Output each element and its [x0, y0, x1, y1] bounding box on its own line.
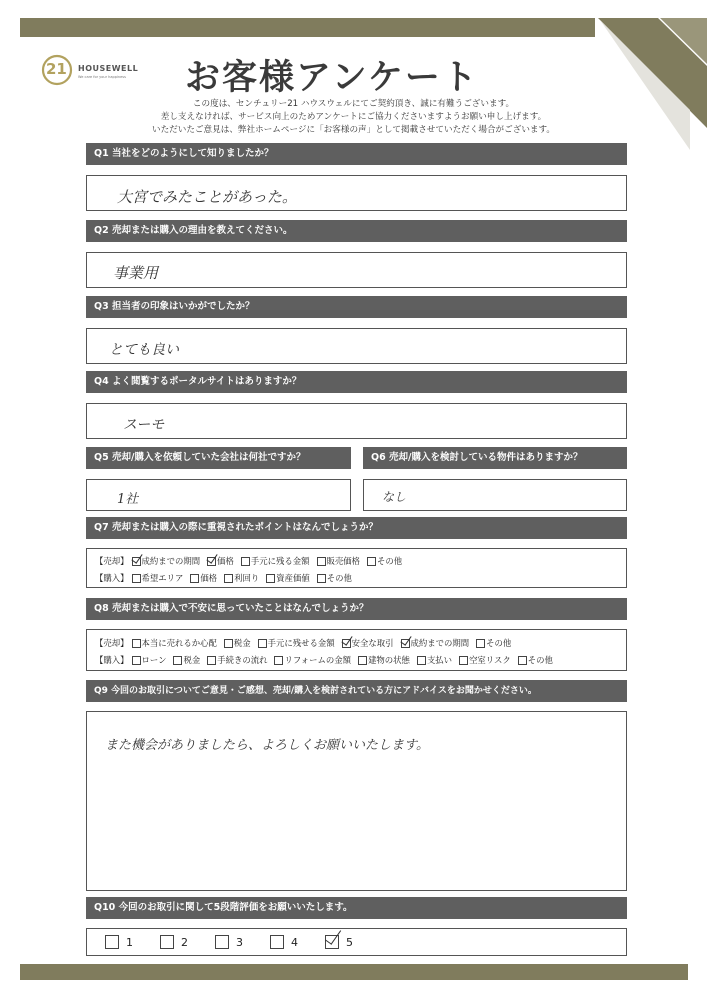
option-label: 本当に売れるか心配: [141, 638, 217, 648]
option-label: ローン: [141, 655, 167, 665]
intro-line: この度は、センチュリー21 ハウスウェルにてご契約頂き、誠に有難うございます。: [192, 99, 515, 109]
q2-answer: 事業用: [113, 264, 159, 282]
checkbox-checked-icon[interactable]: [342, 639, 351, 648]
checkbox-icon[interactable]: [224, 639, 233, 648]
q1-answer-box[interactable]: [86, 175, 627, 211]
rating-label: 5: [346, 935, 353, 949]
intro-line: いただいたご意見は、弊社ホームページに「お客様の声」として掲載させていただく場合がございます。: [151, 125, 556, 135]
top-band: [20, 18, 595, 37]
q2-question: Q2 売却または購入の理由を教えてください。: [86, 220, 627, 242]
checkbox-icon[interactable]: [241, 557, 250, 566]
checkbox-icon[interactable]: [367, 557, 376, 566]
rating-option-1[interactable]: [105, 935, 133, 949]
q1-answer: 大宮でみたことがあった。: [117, 188, 297, 206]
company-logo: [40, 53, 150, 93]
rating-label: 4: [291, 935, 298, 949]
option-label: その他: [527, 655, 553, 665]
q8-buy-row: [95, 654, 560, 666]
option-label: 利回り: [234, 573, 260, 583]
q7-sell-option[interactable]: [317, 555, 361, 567]
q8-buy-option[interactable]: [132, 654, 167, 666]
q8-options-box: [86, 629, 627, 671]
checkbox-icon[interactable]: [266, 574, 275, 583]
page-title: お客様アンケート: [185, 58, 479, 98]
q8-sell-option[interactable]: [476, 637, 511, 649]
q7-sell-option[interactable]: [367, 555, 402, 567]
q8-sell-option[interactable]: [342, 637, 394, 649]
option-label: 価格: [200, 573, 218, 583]
option-label: その他: [377, 556, 403, 566]
checkbox-checked-icon[interactable]: [207, 557, 216, 566]
option-label: 建物の状態: [368, 655, 410, 665]
q1-question: Q1 当社をどのようにして知りましたか？: [86, 143, 627, 165]
q7-buy-option[interactable]: [190, 572, 217, 584]
q8-sell-label: 【売却】: [95, 638, 129, 648]
rating-option-3[interactable]: [215, 935, 243, 949]
bottom-band: [20, 964, 688, 980]
option-label: 資産価値: [276, 573, 310, 583]
rating-option-5[interactable]: [325, 935, 353, 949]
q7-buy-option[interactable]: [266, 572, 310, 584]
q7-buy-option[interactable]: [224, 572, 259, 584]
q8-buy-option[interactable]: [358, 654, 410, 666]
q4-answer-box[interactable]: [86, 403, 627, 439]
checkbox-icon[interactable]: [105, 935, 119, 949]
q8-buy-option[interactable]: [274, 654, 351, 666]
checkbox-icon[interactable]: [173, 656, 182, 665]
logo-tagline: We care for your happiness: [78, 75, 126, 79]
q7-sell-option[interactable]: [241, 555, 310, 567]
option-label: 希望エリア: [141, 573, 184, 583]
checkbox-checked-icon[interactable]: [401, 639, 410, 648]
q10-question: Q10 今回のお取引に関して5段階評価をお願いいたします。: [86, 897, 627, 919]
q8-sell-option[interactable]: [258, 637, 335, 649]
checkbox-icon[interactable]: [207, 656, 216, 665]
q6-answer-box[interactable]: [363, 479, 627, 511]
q8-buy-option[interactable]: [207, 654, 267, 666]
q5-answer-box[interactable]: [86, 479, 351, 511]
q8-sell-option[interactable]: [132, 637, 217, 649]
rating-option-2[interactable]: [160, 935, 188, 949]
q8-sell-option[interactable]: [224, 637, 251, 649]
q7-sell-row: [95, 555, 409, 567]
checkbox-icon[interactable]: [459, 656, 468, 665]
option-label: 価格: [217, 556, 234, 566]
q4-answer: スーモ: [123, 417, 165, 433]
q7-sell-label: 【売却】: [95, 556, 129, 566]
checkbox-icon[interactable]: [224, 574, 233, 583]
checkbox-icon[interactable]: [518, 656, 527, 665]
q9-answer: また機会がありましたら、よろしくお願いいたします。: [105, 738, 429, 753]
rating-label: 2: [181, 935, 188, 949]
option-label: 税金: [183, 655, 201, 665]
q3-question: Q3 担当者の印象はいかがでしたか？: [86, 296, 627, 318]
option-label: リフォームの金額: [284, 655, 352, 665]
option-label: 支払い: [426, 655, 453, 665]
option-label: 手元に残る金額: [250, 556, 310, 566]
option-label: 成約までの期間: [410, 638, 470, 648]
checkbox-icon[interactable]: [132, 639, 141, 648]
rating-label: 3: [236, 935, 243, 949]
checkbox-icon[interactable]: [476, 639, 485, 648]
q8-buy-option[interactable]: [459, 654, 511, 666]
option-label: その他: [486, 638, 512, 648]
rating-label: 1: [126, 935, 133, 949]
checkbox-icon[interactable]: [417, 656, 426, 665]
option-label: 成約までの期間: [141, 556, 201, 566]
rating-option-4[interactable]: [270, 935, 298, 949]
checkbox-icon[interactable]: [317, 557, 326, 566]
q6-answer: なし: [382, 490, 407, 504]
intro-text: [0, 98, 707, 137]
option-label: 空室リスク: [469, 655, 511, 665]
q7-sell-option[interactable]: [132, 555, 201, 567]
option-label: その他: [326, 573, 352, 583]
q9-answer-box[interactable]: [86, 711, 627, 891]
q7-sell-option[interactable]: [207, 555, 234, 567]
q7-options-box: [86, 548, 627, 588]
option-label: 税金: [233, 638, 251, 648]
option-label: 安全な取引: [351, 638, 394, 648]
checkbox-icon[interactable]: [132, 656, 141, 665]
intro-line: 差し支えなければ、サービス向上のためアンケートにご協力くださいますようお願い申し上げます。: [160, 112, 547, 122]
q8-buy-option[interactable]: [518, 654, 553, 666]
option-label: 手続きの流れ: [217, 655, 268, 665]
q8-sell-option[interactable]: [401, 637, 470, 649]
checkbox-icon[interactable]: [132, 574, 141, 583]
q4-question: Q4 よく閲覧するポータルサイトはありますか？: [86, 371, 627, 393]
q10-rating-box: [86, 928, 627, 956]
checkbox-icon[interactable]: [270, 935, 284, 949]
checkbox-icon[interactable]: [215, 935, 229, 949]
logo-number: 21: [46, 60, 67, 78]
q8-buy-option[interactable]: [417, 654, 452, 666]
q3-answer-box[interactable]: [86, 328, 627, 364]
q7-question: Q7 売却または購入の際に重視されたポイントはなんでしょうか？: [86, 517, 627, 539]
checkbox-icon[interactable]: [358, 656, 367, 665]
q3-answer: とても良い: [109, 342, 179, 358]
option-label: 販売価格: [326, 556, 360, 566]
q8-question: Q8 売却または購入で不安に思っていたことはなんでしょうか？: [86, 598, 627, 620]
q5-answer: 1社: [117, 492, 139, 507]
checkbox-icon[interactable]: [190, 574, 199, 583]
q7-buy-option[interactable]: [132, 572, 184, 584]
checkbox-icon[interactable]: [258, 639, 267, 648]
checkbox-checked-icon[interactable]: [132, 557, 141, 566]
checkbox-icon[interactable]: [160, 935, 174, 949]
checkbox-checked-icon[interactable]: [325, 935, 339, 949]
q8-buy-option[interactable]: [173, 654, 200, 666]
q8-sell-row: [95, 637, 518, 649]
checkbox-icon[interactable]: [317, 574, 326, 583]
q6-question: Q6 売却/購入を検討している物件はありますか？: [363, 447, 627, 469]
logo-brand: HOUSEWELL: [78, 64, 139, 73]
q7-buy-label: 【購入】: [95, 573, 129, 583]
q7-buy-row: [95, 572, 359, 584]
q2-answer-box[interactable]: [86, 252, 627, 288]
q8-buy-label: 【購入】: [95, 655, 129, 665]
option-label: 手元に残せる金額: [267, 638, 335, 648]
rating-options: [105, 935, 380, 949]
checkbox-icon[interactable]: [274, 656, 283, 665]
q7-buy-option[interactable]: [317, 572, 352, 584]
q9-question: Q9 今回のお取引についてご意見・ご感想、売却/購入を検討されている方にアドバイスをお聞かせください。: [86, 680, 627, 702]
q5-question: Q5 売却/購入を依頼していた会社は何社ですか？: [86, 447, 351, 469]
